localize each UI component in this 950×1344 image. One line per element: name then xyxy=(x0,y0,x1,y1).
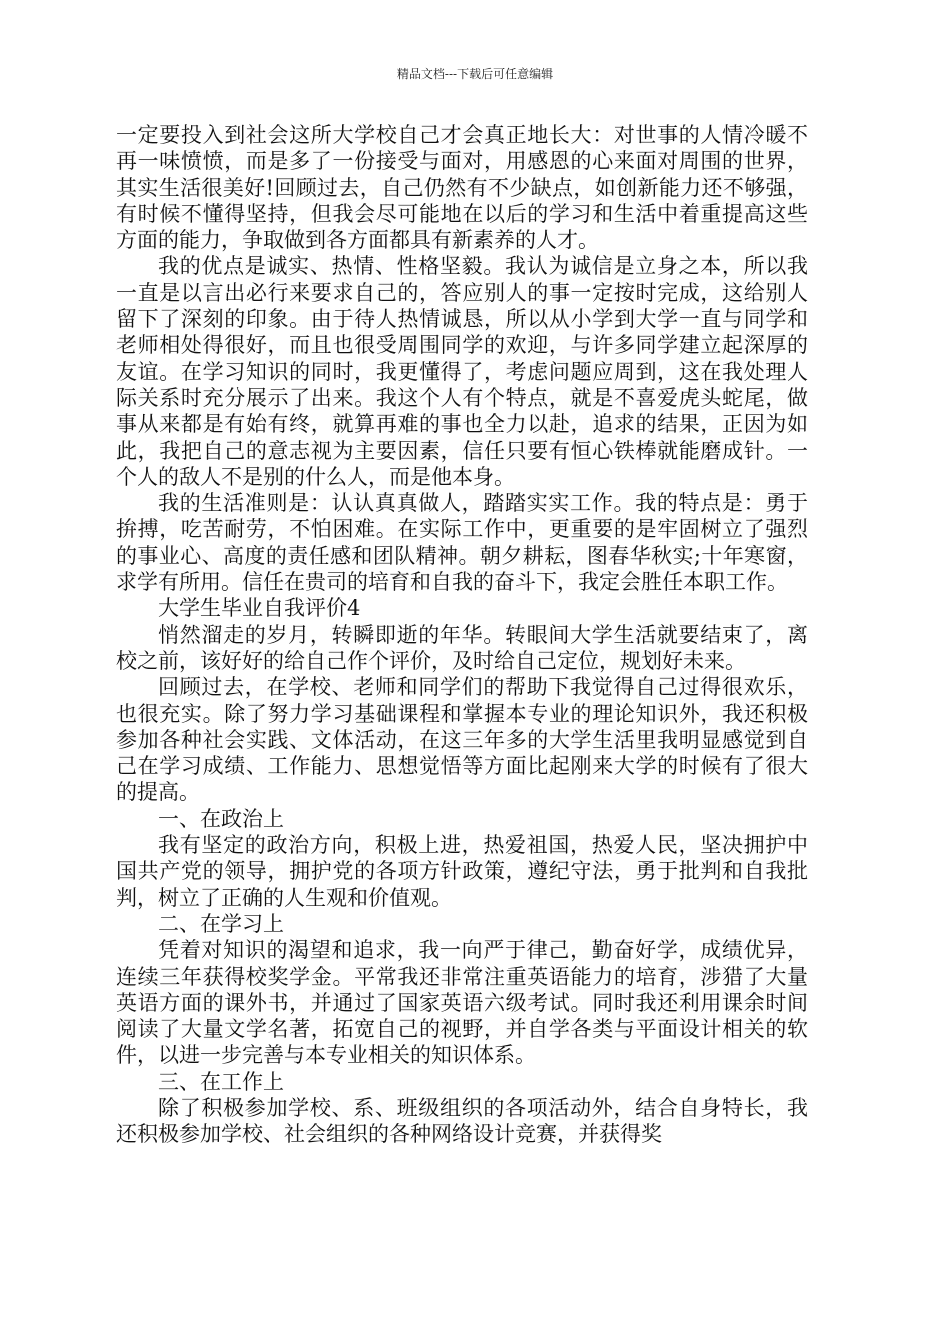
paragraph-intro: 悄然溜走的岁月，转瞬即逝的年华。转眼间大学生活就要结束了，离校之前，该好好的给自己作个评价，及时给自己定位，规划好未来。 xyxy=(116,622,808,673)
paragraph-strengths: 我的优点是诚实、热情、性格坚毅。我认为诚信是立身之本，所以我一直是以言出必行来要求自己的，答应别人的事一定按时完成，这给别人留下了深刻的印象。由于待人热情诚恳，所以从小学到大学一直与同学和老师相处得很好，而且也很受周围同学的欢迎，与许多同学建立起深厚的友谊。在学习知识的同时，我更懂得了，考虑问题应周到，这在我处理人际关系时充分展示了出来。我这个人有个特点，就是不喜爱虎头蛇尾，做事从来都是有始有终，就算再难的事也全力以赴，追求的结果，正因为如此，我把自己的意志视为主要因素，信任只要有恒心铁棒就能磨成针。一个人的敌人不是别的什么人，而是他本身。 xyxy=(116,254,808,489)
paragraph-continuation: 一定要投入到社会这所大学校自己才会真正地长大：对世事的人情冷暖不再一味愤愤，而是多了一份接受与面对，用感恩的心来面对周围的世界，其实生活很美好!回顾过去，自己仍然有不少缺点，如创新能力还不够强，有时候不懂得坚持，但我会尽可能地在以后的学习和生活中着重提高这些方面的能力，争取做到各方面都具有新素养的人才。 xyxy=(116,123,808,253)
section-title-self-evaluation-4: 大学生毕业自我评价4 xyxy=(158,596,361,621)
paragraph-study: 凭着对知识的渴望和追求，我一向严于律己，勤奋好学，成绩优异，连续三年获得校奖学金。平常我还非常注重英语能力的培育，涉猎了大量英语方面的课外书，并通过了国家英语六级考试。同时我还利用课余时间阅读了大量文学名著，拓宽自己的视野，并自学各类与平面设计相关的软件，以进一步完善与本专业相关的知识体系。 xyxy=(116,938,808,1068)
paragraph-work: 除了积极参加学校、系、班级组织的各项活动外，结合自身特长，我还积极参加学校、社会组织的各种网络设计竞赛，并获得奖 xyxy=(116,1095,808,1147)
heading-study: 二、在学习上 xyxy=(158,911,284,936)
paragraph-life-principles: 我的生活准则是：认认真真做人，踏踏实实工作。我的特点是：勇于拚搏，吃苦耐劳，不怕困难。在实际工作中，更重要的是牢固树立了强烈的事业心、高度的责任感和团队精神。朝夕耕耘，图春华秋实;十年寒窗，求学有所用。信任在贵司的培育和自我的奋斗下，我定会胜任本职工作。 xyxy=(116,491,808,595)
paragraph-review: 回顾过去，在学校、老师和同学们的帮助下我觉得自己过得很欢乐，也很充实。除了努力学习基础课程和掌握本专业的理论知识外，我还积极参加各种社会实践、文体活动，在这三年多的大学生活里我明显感觉到自己在学习成绩、工作能力、思想觉悟等方面比起刚来大学的时候有了很大的提高。 xyxy=(116,675,808,805)
heading-politics: 一、在政治上 xyxy=(158,806,284,831)
document-body xyxy=(116,122,808,1148)
page-header: 精品文档---下载后可任意编辑 xyxy=(396,67,554,81)
heading-work: 三、在工作上 xyxy=(158,1069,284,1094)
paragraph-politics: 我有坚定的政治方向，积极上进，热爱祖国，热爱人民，坚决拥护中国共产党的领导，拥护党的各项方针政策，遵纪守法，勇于批判和自我批判，树立了正确的人生观和价值观。 xyxy=(116,833,808,910)
